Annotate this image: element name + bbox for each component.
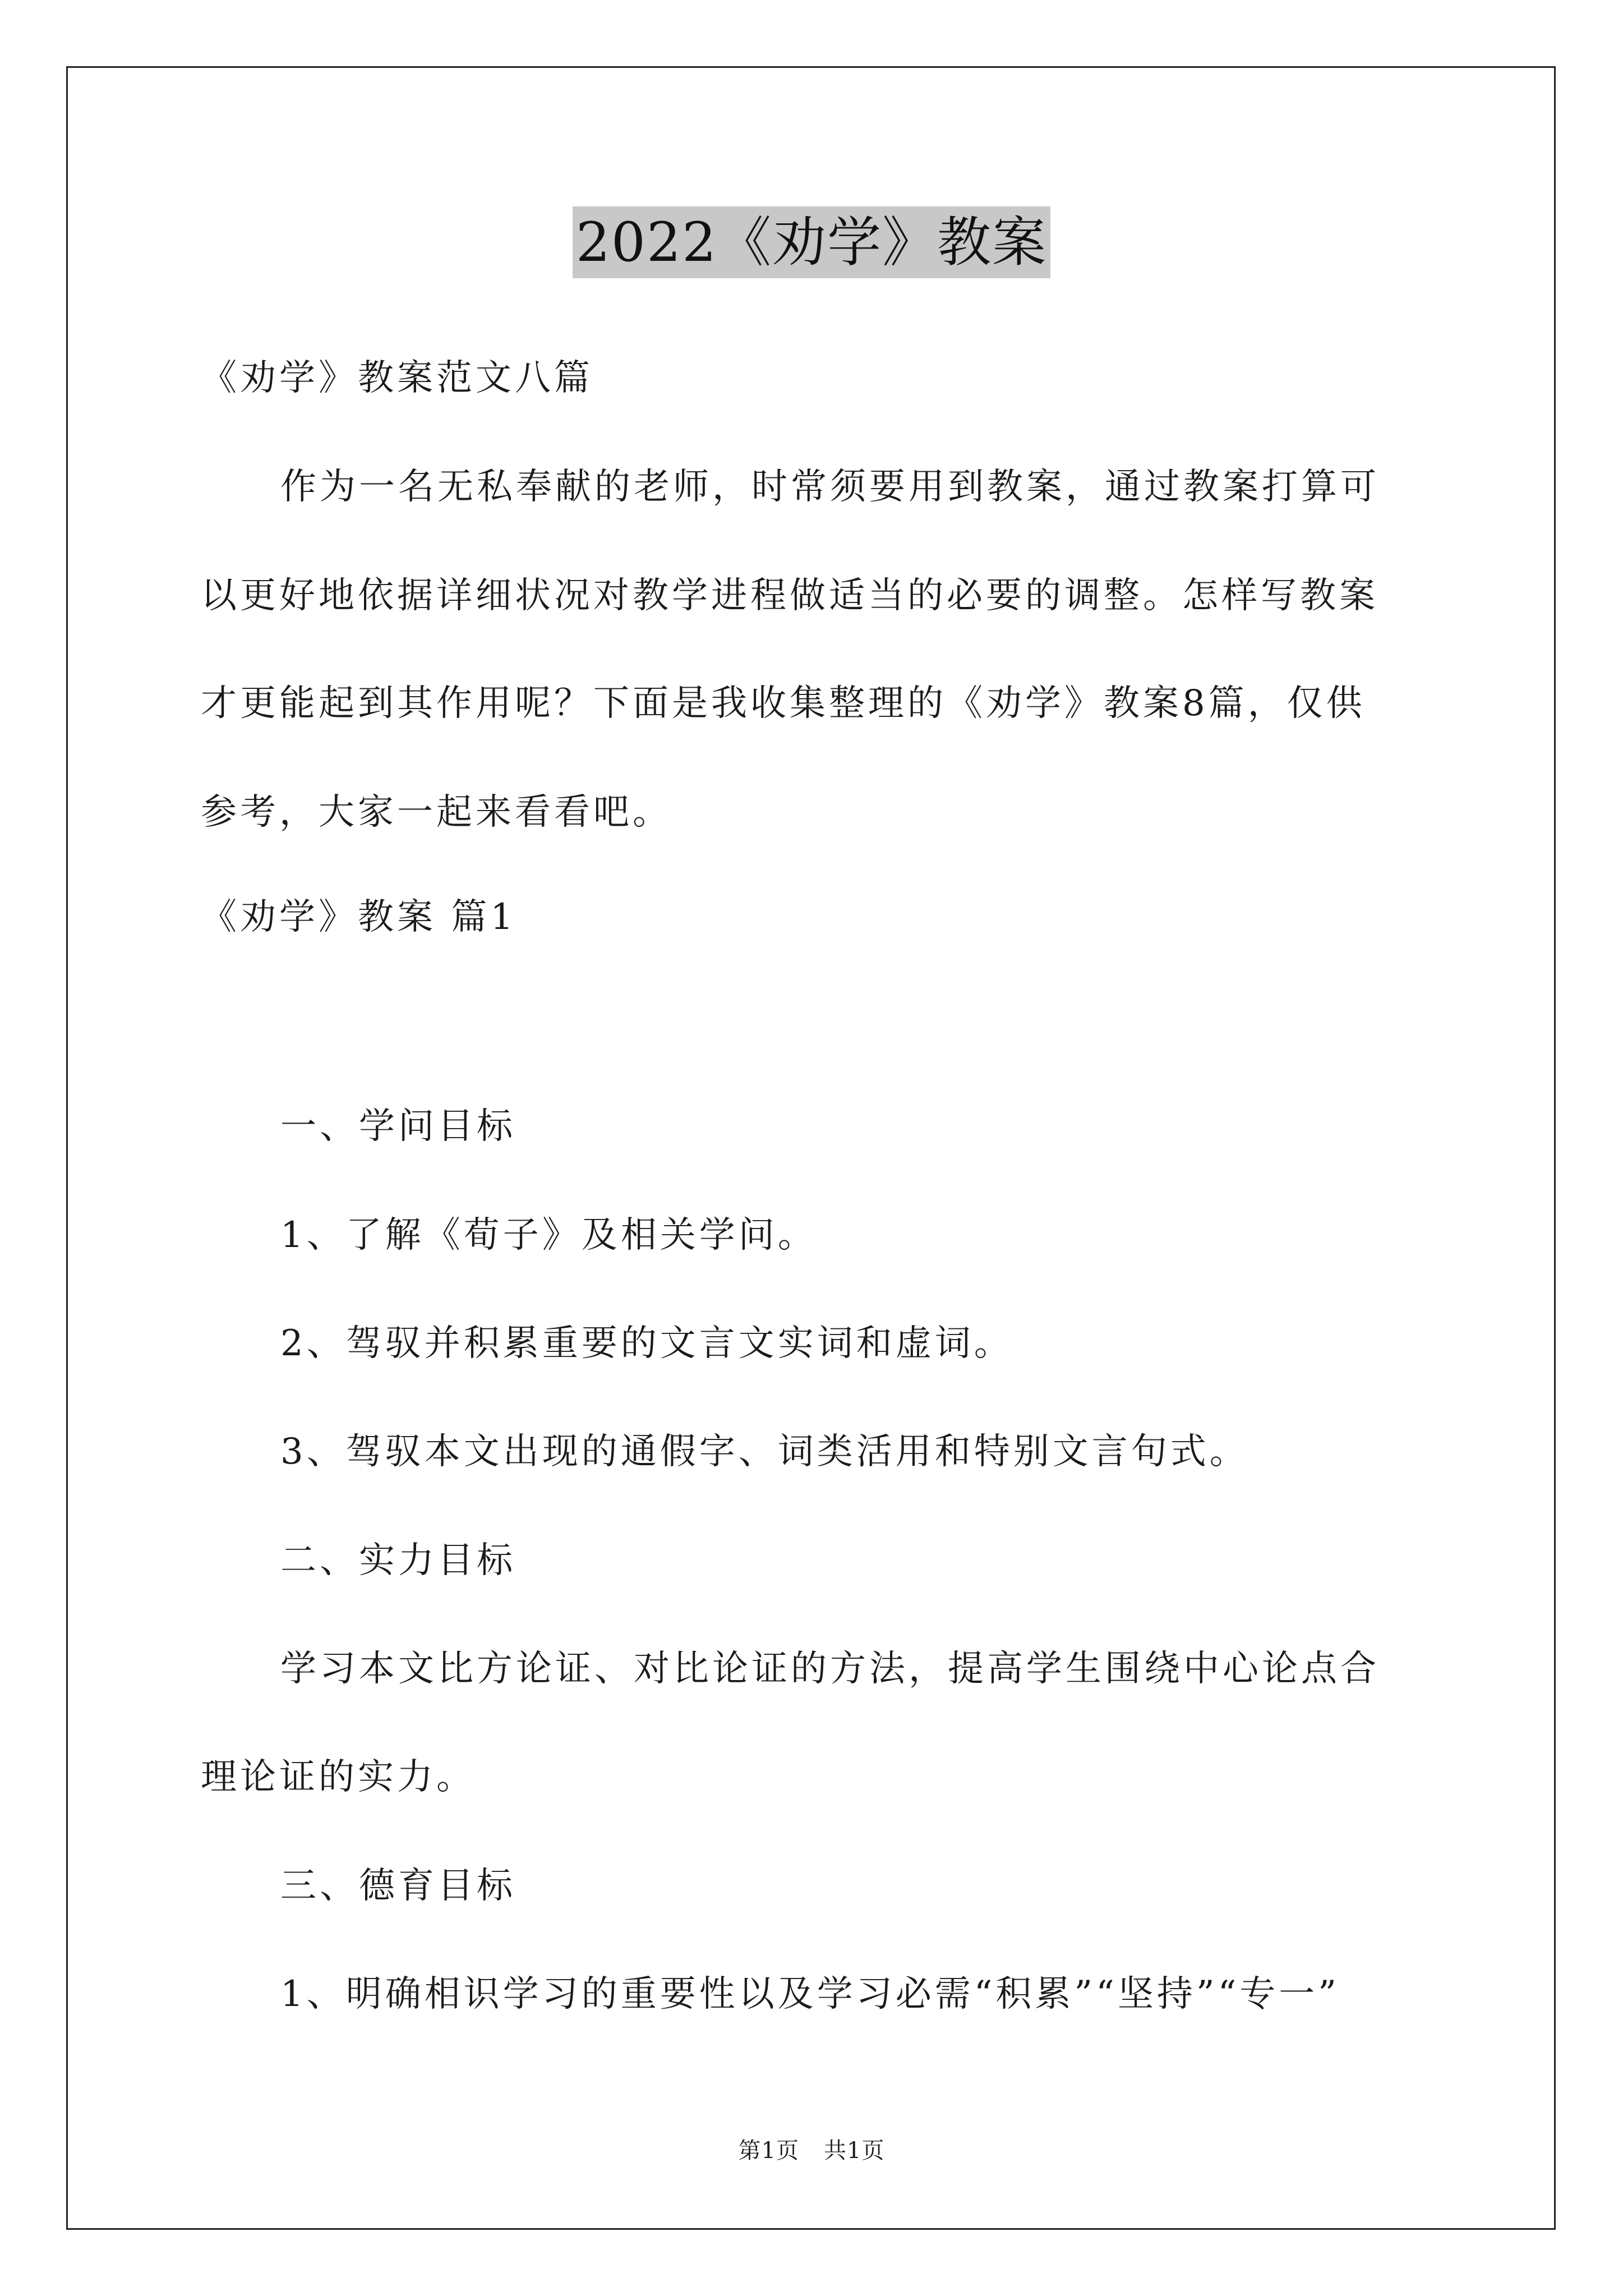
ability-heading: 二、实力目标 bbox=[280, 1540, 516, 1581]
moral-heading: 三、德育目标 bbox=[280, 1865, 516, 1907]
page-number-current: 第1页 bbox=[738, 2138, 799, 2164]
title-container bbox=[0, 206, 1623, 278]
section-heading: 《劝学》教案 篇1 bbox=[201, 896, 517, 938]
ability-text-line-1: 学习本文比方论证、对比论证的方法，提高学生围绕中心论点合 bbox=[280, 1648, 1380, 1690]
knowledge-item-3: 3、驾驭本文出现的通假字、词类活用和特别文言句式。 bbox=[280, 1431, 1249, 1473]
knowledge-item-1: 1、了解《荀子》及相关学问。 bbox=[280, 1214, 817, 1256]
intro-line-3: 才更能起到其作用呢？下面是我收集整理的《劝学》教案8篇，仅供 bbox=[201, 683, 1366, 724]
document-title: 2022《劝学》教案 bbox=[573, 206, 1050, 278]
knowledge-heading: 一、学问目标 bbox=[280, 1106, 516, 1147]
intro-line-2: 以更好地依据详细状况对教学进程做适当的必要的调整。怎样写教案 bbox=[201, 575, 1378, 616]
page-number-total: 共1页 bbox=[824, 2138, 885, 2164]
knowledge-item-2: 2、驾驭并积累重要的文言文实词和虚词。 bbox=[280, 1323, 1013, 1364]
page-footer bbox=[0, 2136, 1623, 2165]
intro-line-4: 参考，大家一起来看看吧。 bbox=[201, 792, 672, 833]
moral-item-1: 1、明确相识学习的重要性以及学习必需“积累”“坚持”“专一” bbox=[280, 1973, 1340, 2015]
ability-text-line-2: 理论证的实力。 bbox=[201, 1756, 476, 1798]
document-subtitle: 《劝学》教案范文八篇 bbox=[201, 357, 593, 399]
intro-line-1: 作为一名无私奉献的老师，时常须要用到教案，通过教案打算可 bbox=[280, 466, 1380, 508]
